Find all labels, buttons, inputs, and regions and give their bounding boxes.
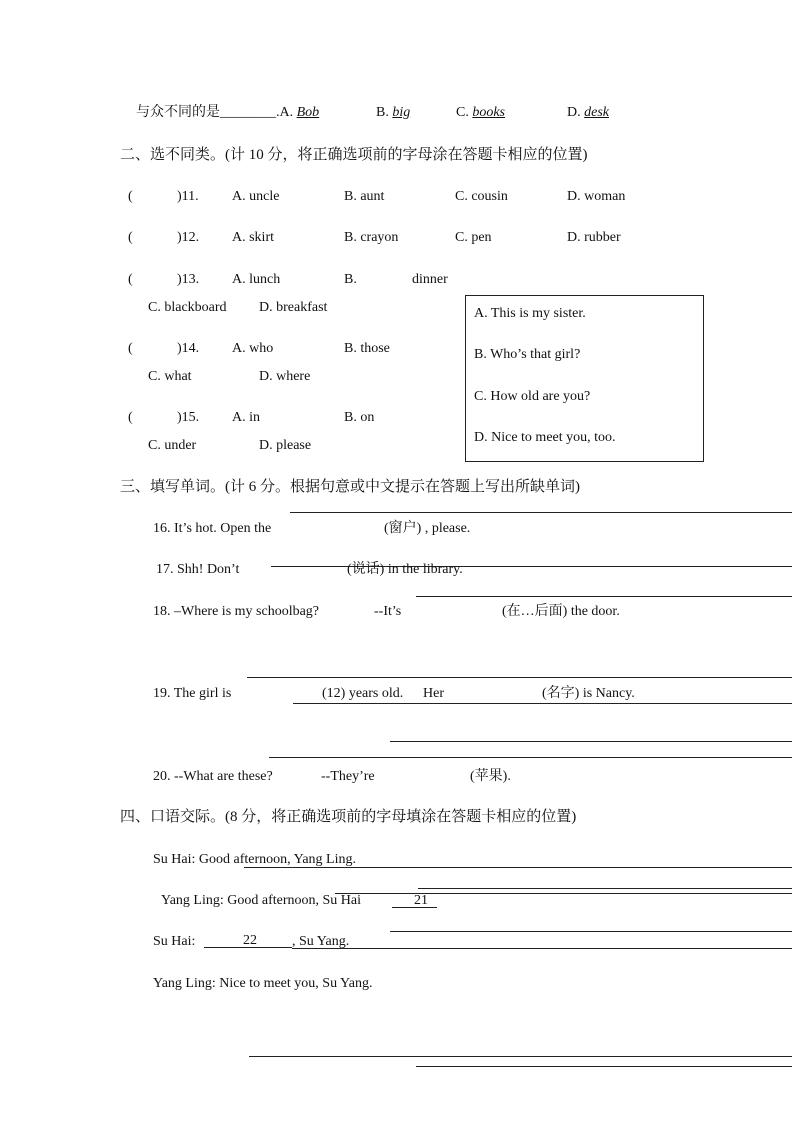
top-question bbox=[136, 104, 319, 122]
q13-paren: ( bbox=[128, 272, 133, 287]
q20-text-end: (苹果). bbox=[470, 769, 511, 784]
top-option-b-word: big bbox=[392, 105, 411, 120]
top-option-c-label: C. bbox=[456, 105, 473, 120]
top-blank: ________ bbox=[220, 105, 276, 120]
q12-option-a: A. skirt bbox=[232, 230, 274, 245]
q13-option-b-word: dinner bbox=[412, 272, 448, 287]
answer-line bbox=[416, 1066, 792, 1067]
q16-text-start: 16. It’s hot. Open the bbox=[153, 521, 272, 536]
answer-line bbox=[249, 1056, 792, 1057]
top-option-a-label: .A. bbox=[276, 105, 297, 120]
answer-line bbox=[416, 596, 792, 597]
top-option-c-word: books bbox=[472, 105, 506, 120]
top-prefix: 与众不同的是 bbox=[136, 105, 220, 120]
q11-paren: ( bbox=[128, 189, 133, 204]
q14-number: )14. bbox=[177, 341, 200, 356]
q15-option-a: A. in bbox=[232, 410, 260, 425]
top-option-c bbox=[456, 104, 505, 122]
q11-option-d: D. woman bbox=[567, 189, 626, 204]
q14-option-d: D. where bbox=[259, 369, 311, 384]
q20-text-mid: --They’re bbox=[321, 769, 375, 784]
top-option-d bbox=[567, 104, 609, 122]
q19-text-mid: (12) years old. bbox=[322, 686, 404, 701]
dialogue-line-3-start: Su Hai: bbox=[153, 934, 196, 949]
q15-option-b: B. on bbox=[344, 410, 375, 425]
q14-option-c: C. what bbox=[148, 369, 192, 384]
q11-option-c: C. cousin bbox=[455, 189, 508, 204]
q14-option-b: B. those bbox=[344, 341, 390, 356]
answer-line bbox=[335, 893, 792, 894]
top-option-d-word: desk bbox=[584, 105, 610, 120]
top-option-d-label: D. bbox=[567, 105, 585, 120]
answer-line bbox=[290, 512, 792, 513]
answer-line bbox=[247, 677, 792, 678]
answer-line bbox=[292, 948, 792, 949]
dialogue-line-2: Yang Ling: Good afternoon, Su Hai bbox=[161, 893, 362, 908]
section-2-title: 二、选不同类。(计 10 分，将正确选项前的字母涂在答题卡相应的位置) bbox=[120, 147, 588, 163]
q15-number: )15. bbox=[177, 410, 200, 425]
q15-paren: ( bbox=[128, 410, 133, 425]
answer-line bbox=[293, 703, 792, 704]
q13-number: )13. bbox=[177, 272, 200, 287]
box-option-c: C. How old are you? bbox=[474, 389, 591, 404]
box-option-b: B. Who’s that girl? bbox=[474, 347, 581, 362]
q15-option-c: C. under bbox=[148, 438, 197, 453]
q15-option-d: D. please bbox=[259, 438, 312, 453]
q17-text-end: (说话) in the library. bbox=[347, 562, 463, 577]
dialogue-line-4: Yang Ling: Nice to meet you, Su Yang. bbox=[153, 976, 373, 991]
answer-line bbox=[390, 931, 792, 932]
section-3-title: 三、填写单词。(计 6 分。根据句意或中文提示在答题上写出所缺单词) bbox=[120, 479, 580, 495]
q13-option-b: B. bbox=[344, 272, 357, 287]
box-option-d: D. Nice to meet you, too. bbox=[474, 430, 616, 445]
q18-text-start: 18. –Where is my schoolbag? bbox=[153, 604, 320, 619]
box-option-a: A. This is my sister. bbox=[474, 306, 586, 321]
q12-option-c: C. pen bbox=[455, 230, 492, 245]
q12-number: )12. bbox=[177, 230, 200, 245]
dialogue-line-1: Su Hai: Good afternoon, Yang Ling. bbox=[153, 852, 356, 867]
top-option-b bbox=[376, 104, 410, 122]
q14-paren: ( bbox=[128, 341, 133, 356]
answer-number-22: 22 bbox=[243, 933, 257, 948]
q16-text-end: (窗户) , please. bbox=[384, 521, 471, 536]
top-option-a-word: Bob bbox=[296, 105, 320, 120]
q12-option-b: B. crayon bbox=[344, 230, 399, 245]
q11-number: )11. bbox=[177, 189, 199, 204]
dialogue-line-3-end: , Su Yang. bbox=[292, 934, 350, 949]
q18-text-mid: --It’s bbox=[374, 604, 402, 619]
q17-text-start: 17. Shh! Don’t bbox=[156, 562, 240, 577]
q11-option-a: A. uncle bbox=[232, 189, 280, 204]
q13-option-c: C. blackboard bbox=[148, 300, 227, 315]
q11-option-b: B. aunt bbox=[344, 189, 385, 204]
q12-option-d: D. rubber bbox=[567, 230, 621, 245]
section-4-title: 四、口语交际。(8 分，将正确选项前的字母填涂在答题卡相应的位置) bbox=[120, 809, 577, 825]
q19-text-her: Her bbox=[423, 686, 444, 701]
q18-text-end: (在…后面) the door. bbox=[502, 604, 620, 619]
q20-text-start: 20. --What are these? bbox=[153, 769, 273, 784]
q13-option-d: D. breakfast bbox=[259, 300, 328, 315]
q13-option-a: A. lunch bbox=[232, 272, 281, 287]
answer-line bbox=[244, 867, 792, 868]
answer-line bbox=[269, 757, 792, 758]
answer-line bbox=[418, 888, 792, 889]
q12-paren: ( bbox=[128, 230, 133, 245]
q14-option-a: A. who bbox=[232, 341, 274, 356]
top-option-b-label: B. bbox=[376, 105, 393, 120]
q19-text-end: (名字) is Nancy. bbox=[542, 686, 635, 701]
q19-text-start: 19. The girl is bbox=[153, 686, 232, 701]
answer-line bbox=[390, 741, 792, 742]
answer-number-21: 21 bbox=[414, 893, 428, 908]
